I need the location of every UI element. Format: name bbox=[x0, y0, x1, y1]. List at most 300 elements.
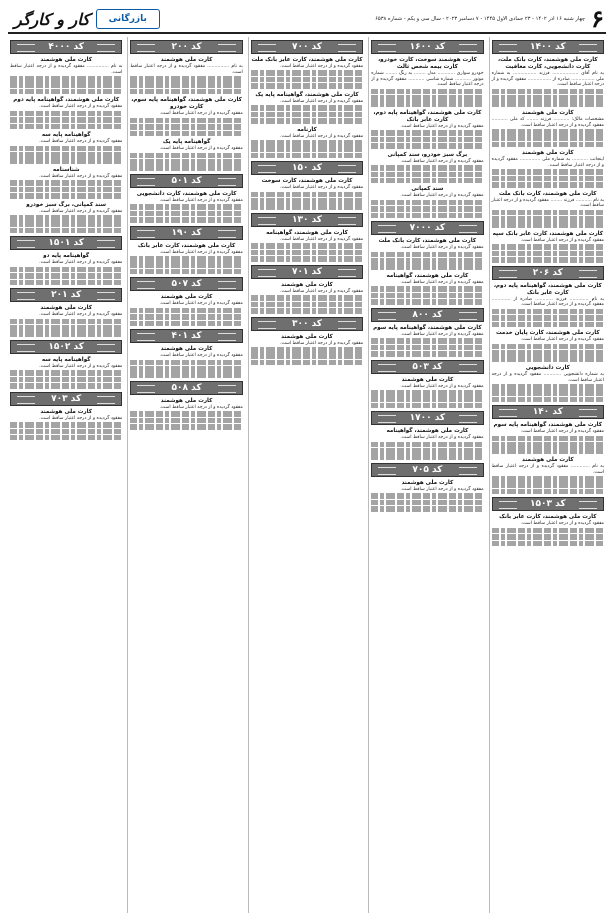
ad-title: سند کمپانی، برگ سبز خودرو bbox=[26, 201, 107, 208]
code-banner bbox=[371, 221, 483, 235]
text-line-filler bbox=[371, 299, 483, 305]
code-banner bbox=[130, 226, 242, 240]
code-label: کد ۲۰۰ bbox=[171, 42, 202, 52]
text-line-filler bbox=[371, 101, 483, 107]
ad-body: مفقود گردیده و از درجه اعتبار ساقط است. bbox=[279, 288, 364, 294]
text-line-filler bbox=[10, 273, 122, 279]
ad-body: مفقود گردیده و از درجه اعتبار ساقط است. bbox=[159, 111, 243, 117]
code-banner bbox=[251, 317, 363, 331]
text-line-filler bbox=[371, 200, 483, 206]
ad-title: کارت ملی هوشمند، کارت عابر بانک ملت bbox=[251, 57, 363, 63]
ad-title: کارت ملی هوشمند، کارت بانک ملت bbox=[378, 238, 477, 245]
ad-body: مفقود گردیده و از درجه اعتبار ساقط است. bbox=[279, 340, 364, 346]
text-line-filler bbox=[492, 142, 604, 148]
ad-body: مفقود گردیده و از درجه اعتبار ساقط است. bbox=[279, 98, 364, 104]
section-title: کار و کارگر bbox=[14, 9, 90, 29]
text-line-filler bbox=[371, 178, 483, 184]
ad-title: کارت ملی هوشمند bbox=[401, 376, 454, 383]
classified-ad bbox=[492, 457, 604, 494]
ad-body: به نام ............. مفقود گردیده و از درجه اعتبار ساقط است. bbox=[491, 464, 604, 475]
code-label: کد ۸۰۰ bbox=[412, 309, 443, 320]
text-line-filler bbox=[10, 325, 122, 331]
ad-body: مفقود گردیده و از درجه اعتبار ساقط است. bbox=[159, 197, 243, 203]
text-line-filler bbox=[130, 418, 242, 424]
code-label: کد ۷۰۰۰ bbox=[409, 223, 446, 234]
ad-body: مفقود گردیده و از درجه اعتبار ساقط است. bbox=[39, 312, 123, 318]
ad-body: مفقود گردیده و از درجه اعتبار ساقط است. bbox=[39, 208, 123, 214]
text-line-filler bbox=[251, 112, 363, 118]
classified-ad bbox=[130, 243, 242, 275]
ad-body: مفقود گردیده و از درجه اعتبار ساقط است. bbox=[400, 383, 484, 389]
page-number: ۶ bbox=[591, 4, 604, 33]
text-line-filler bbox=[130, 204, 242, 210]
ad-title: کارت ملی هوشمند bbox=[160, 346, 213, 353]
text-line-filler bbox=[251, 198, 363, 204]
ad-title: کارت ملی هوشمند bbox=[521, 457, 574, 464]
text-line-filler bbox=[492, 384, 604, 390]
text-line-filler bbox=[492, 95, 604, 101]
classified-ad bbox=[10, 409, 122, 441]
ad-title: کارت ملی هوشمند bbox=[281, 333, 333, 340]
code-banner bbox=[371, 360, 483, 374]
ad-title: کارت ملی هوشمند، گواهینامه bbox=[386, 273, 469, 280]
text-line-filler bbox=[10, 82, 122, 88]
ad-title: کارت ملی هوشمند bbox=[160, 294, 213, 301]
text-line-filler bbox=[10, 89, 122, 95]
text-line-filler bbox=[371, 258, 483, 264]
ad-body: مفقود گردیده و از درجه اعتبار ساقط است. bbox=[159, 249, 243, 255]
code-label: کد ۱۹۰ bbox=[171, 227, 202, 238]
code-banner bbox=[251, 40, 363, 54]
classified-columns bbox=[8, 37, 606, 913]
text-line-filler bbox=[251, 105, 363, 111]
text-line-filler bbox=[10, 221, 122, 227]
ad-body: مفقود گردیده و از درجه اعتبار ساقط است. bbox=[279, 133, 364, 139]
classified-ad bbox=[251, 178, 363, 210]
text-line-filler bbox=[492, 442, 604, 448]
text-line-filler bbox=[371, 390, 483, 396]
text-line-filler bbox=[251, 347, 363, 353]
code-label: کد ۱۷۰۰ bbox=[409, 413, 446, 424]
code-label: کد ۱۵۰۲ bbox=[48, 341, 84, 352]
text-line-filler bbox=[492, 541, 604, 547]
classified-ad bbox=[492, 150, 604, 187]
classified-ad bbox=[130, 294, 242, 326]
text-line-filler bbox=[130, 131, 242, 137]
ad-title: کارت ملی هوشمند، کارت بانک ملت bbox=[499, 190, 597, 197]
text-line-filler bbox=[130, 165, 242, 171]
text-line-filler bbox=[371, 506, 483, 512]
ad-body: مشخصات مالک: ........... فرزند ........ کد ملی ........... مفقود گردیده و از درجه اعتبار ساقط است. bbox=[491, 116, 604, 128]
classified-column bbox=[489, 37, 606, 913]
ad-body: مفقود گردیده و از درجه اعتبار ساقط است. bbox=[400, 487, 484, 493]
ad-body: مفقود گردیده و از درجه اعتبار ساقط است. bbox=[279, 185, 364, 191]
ad-title: کارت ملی هوشمند bbox=[401, 480, 454, 487]
text-line-filler bbox=[10, 377, 122, 383]
text-line-filler bbox=[10, 228, 122, 234]
text-line-filler bbox=[130, 321, 242, 327]
ad-title: کارت ملی هوشمند، گواهینامه پایه دوم bbox=[13, 97, 120, 104]
classified-ad bbox=[10, 253, 122, 285]
text-line-filler bbox=[10, 117, 122, 123]
text-line-filler bbox=[130, 262, 242, 268]
ad-title: کارت دانشجویی bbox=[525, 364, 570, 371]
text-line-filler bbox=[371, 213, 483, 219]
text-line-filler bbox=[10, 180, 122, 186]
classified-ad bbox=[371, 57, 483, 107]
ad-title: کارت ملی هوشمند، کارت سوخت bbox=[261, 178, 353, 185]
ad-body: به نام ........... فرزند ........ مفقود گردیده و از درجه اعتبار ساقط است. bbox=[491, 197, 604, 209]
ad-body: مفقود گردیده و از درجه اعتبار ساقط است. bbox=[400, 123, 484, 129]
classified-ad bbox=[492, 191, 604, 228]
classified-ad bbox=[251, 92, 363, 124]
ad-body: مفقود گردیده و از درجه اعتبار ساقط است. bbox=[520, 521, 604, 527]
ad-body: اینجانب ........... به شماره ملی .............. مفقود گردیده و از درجه اعتبار ساقط است. bbox=[491, 157, 604, 168]
text-line-filler bbox=[10, 267, 122, 273]
code-banner bbox=[492, 405, 604, 419]
ad-body: مفقود گردیده و از درجه اعتبار ساقط است. bbox=[520, 429, 604, 435]
ad-title: کارت ملی هوشمند bbox=[40, 57, 92, 63]
classified-ad bbox=[371, 273, 483, 305]
text-line-filler bbox=[251, 204, 363, 210]
classified-ad bbox=[130, 57, 242, 94]
code-label: کد ۴۰۱ bbox=[171, 331, 202, 342]
classified-ad bbox=[492, 231, 604, 263]
ad-title: کارت ملی هوشمند، گواهینامه bbox=[266, 230, 348, 237]
code-banner bbox=[492, 266, 604, 280]
code-label: کد ۷۰۵ bbox=[412, 465, 443, 476]
code-label: کد ۱۴۰۰ bbox=[530, 42, 566, 52]
text-line-filler bbox=[10, 370, 122, 376]
text-line-filler bbox=[251, 295, 363, 301]
ad-title: کارت ملی هوشمند bbox=[160, 57, 213, 63]
text-line-filler bbox=[251, 256, 363, 262]
classified-ad bbox=[10, 97, 122, 129]
text-line-filler bbox=[492, 344, 604, 350]
classified-ad bbox=[130, 346, 242, 378]
ad-body: مفقود گردیده و از درجه اعتبار ساقط است. bbox=[400, 435, 484, 441]
ad-body: مفقود گردیده و از درجه اعتبار ساقط است. bbox=[159, 353, 243, 359]
code-label: کد ۷۰۰ bbox=[291, 42, 323, 52]
ad-title: کارنامه bbox=[297, 126, 317, 133]
text-line-filler bbox=[130, 269, 242, 275]
code-banner bbox=[10, 392, 122, 406]
ad-title: گواهینامه پایه دو bbox=[43, 253, 90, 260]
text-line-filler bbox=[251, 353, 363, 359]
ad-title: کارت ملی هوشمند bbox=[40, 408, 92, 415]
text-line-filler bbox=[10, 429, 122, 435]
ad-title: کارت ملی هوشمند bbox=[521, 150, 574, 157]
code-banner bbox=[10, 40, 122, 54]
code-label: کد ۵۰۸ bbox=[171, 382, 202, 393]
ad-title: گواهینامه پایه سه bbox=[41, 132, 91, 139]
text-line-filler bbox=[130, 217, 242, 223]
classified-ad bbox=[251, 230, 363, 262]
code-label: کد ۱۶۰۰ bbox=[409, 42, 446, 52]
code-banner bbox=[10, 288, 122, 302]
text-line-filler bbox=[10, 215, 122, 221]
ad-title: کارت ملی هوشمند، کارت عابر بانک bbox=[499, 514, 597, 521]
ad-title: کارت ملی هوشمند، گواهینامه پایه یک bbox=[255, 91, 359, 98]
code-label: کد ۱۵۰۱ bbox=[48, 238, 84, 249]
code-label: کد ۵۰۳ bbox=[412, 361, 443, 372]
classified-ad bbox=[492, 283, 604, 327]
ad-body: مفقود گردیده و از درجه اعتبار ساقط است. bbox=[39, 415, 123, 421]
classified-ad bbox=[130, 139, 242, 171]
code-banner bbox=[371, 308, 483, 322]
ad-title: کارت ملی هوشمند، گواهینامه پایه سوم bbox=[373, 324, 482, 331]
code-label: کد ۵۰۷ bbox=[171, 279, 202, 290]
classified-ad bbox=[492, 422, 604, 454]
text-line-filler bbox=[251, 140, 363, 146]
code-banner bbox=[251, 161, 363, 175]
text-line-filler bbox=[492, 397, 604, 403]
text-line-filler bbox=[10, 319, 122, 325]
text-line-filler bbox=[10, 152, 122, 158]
text-line-filler bbox=[10, 280, 122, 286]
code-label: کد ۴۰۰۰ bbox=[48, 42, 84, 52]
classified-ad bbox=[371, 480, 483, 512]
code-banner bbox=[492, 40, 604, 54]
code-banner bbox=[130, 381, 242, 395]
text-line-filler bbox=[130, 82, 242, 88]
code-label: کد ۷۰۳ bbox=[51, 393, 82, 404]
text-line-filler bbox=[492, 476, 604, 482]
ad-title: کارت ملی هوشمند، گواهینامه پایه دوم، کارت عابر بانک bbox=[493, 282, 602, 296]
text-line-filler bbox=[130, 372, 242, 378]
text-line-filler bbox=[492, 436, 604, 442]
ad-body: مفقود گردیده و از درجه اعتبار ساقط است. bbox=[400, 193, 484, 199]
ad-body: خودرو سواری ............ مدل ........ به رنگ ........ شماره موتور ........... شماره شاسی ........... مفقود گردیده و از درجه اعتبار ساقط است. bbox=[371, 71, 484, 88]
text-line-filler bbox=[492, 356, 604, 362]
text-line-filler bbox=[492, 390, 604, 396]
text-line-filler bbox=[251, 118, 363, 124]
code-banner bbox=[371, 411, 483, 425]
ad-title: برگ سبز خودرو، سند کمپانی bbox=[387, 151, 468, 158]
text-line-filler bbox=[492, 448, 604, 454]
classified-column bbox=[127, 37, 244, 913]
ad-title: کارت ملی هوشمند bbox=[281, 281, 333, 288]
text-line-filler bbox=[130, 424, 242, 430]
text-line-filler bbox=[371, 130, 483, 136]
code-banner bbox=[130, 40, 242, 54]
text-line-filler bbox=[10, 187, 122, 193]
text-line-filler bbox=[371, 264, 483, 270]
text-line-filler bbox=[130, 159, 242, 165]
text-line-filler bbox=[371, 206, 483, 212]
code-banner bbox=[130, 174, 242, 188]
text-line-filler bbox=[371, 143, 483, 149]
ad-body: مفقود گردیده و از درجه اعتبار ساقط است. bbox=[159, 301, 243, 307]
code-label: کد ۱۵۰۳ bbox=[530, 499, 566, 510]
classified-ad bbox=[251, 334, 363, 366]
ad-body: مفقود گردیده و از درجه اعتبار ساقط است. bbox=[159, 146, 243, 152]
text-line-filler bbox=[492, 350, 604, 356]
text-line-filler bbox=[492, 315, 604, 321]
text-line-filler bbox=[130, 124, 242, 130]
text-line-filler bbox=[130, 366, 242, 372]
text-line-filler bbox=[130, 153, 242, 159]
code-banner bbox=[10, 340, 122, 354]
code-banner bbox=[371, 463, 483, 477]
text-line-filler bbox=[10, 146, 122, 152]
classified-ad bbox=[371, 110, 483, 149]
ad-title: کارت ملی هوشمند bbox=[160, 397, 213, 404]
text-line-filler bbox=[130, 76, 242, 82]
text-line-filler bbox=[251, 153, 363, 159]
code-banner bbox=[251, 213, 363, 227]
text-line-filler bbox=[251, 146, 363, 152]
ad-title: سند کمپانی bbox=[411, 186, 444, 193]
text-line-filler bbox=[371, 338, 483, 344]
classified-ad bbox=[251, 282, 363, 314]
ad-body: مفقود گردیده و از درجه اعتبار ساقط است. bbox=[39, 363, 123, 369]
ad-body: مفقود گردیده و از درجه اعتبار ساقط است. bbox=[159, 404, 243, 410]
text-line-filler bbox=[492, 482, 604, 488]
masthead bbox=[8, 6, 606, 34]
text-line-filler bbox=[371, 293, 483, 299]
text-line-filler bbox=[371, 89, 483, 95]
ad-body: مفقود گردیده و از درجه اعتبار ساقط است. bbox=[39, 139, 123, 145]
text-line-filler bbox=[10, 331, 122, 337]
ad-body: به نام آقای .................. فرزند ................ به شماره ملی ................ صادره از ................ مفقود گردیده و از درجه اعتبار ساقط است. bbox=[491, 71, 604, 88]
text-line-filler bbox=[10, 76, 122, 82]
classified-ad bbox=[10, 132, 122, 164]
classified-ad bbox=[371, 325, 483, 357]
code-label: کد ۵۰۱ bbox=[171, 175, 202, 186]
text-line-filler bbox=[371, 403, 483, 409]
ad-body: مفقود گردیده و از درجه اعتبار ساقط است. bbox=[39, 104, 123, 110]
ad-title: کارت ملی هوشمند، گواهینامه پایه دوم، کارت عابر بانک bbox=[373, 109, 482, 123]
text-line-filler bbox=[492, 135, 604, 141]
classified-ad bbox=[10, 57, 122, 94]
classified-ad bbox=[130, 97, 242, 136]
ad-body: به نام ............... مفقود گردیده و از درجه اعتبار ساقط است. bbox=[9, 64, 123, 75]
classified-ad bbox=[371, 238, 483, 270]
text-line-filler bbox=[492, 216, 604, 222]
text-line-filler bbox=[492, 182, 604, 188]
text-line-filler bbox=[251, 77, 363, 83]
ad-body: مفقود گردیده و از درجه اعتبار ساقط است. bbox=[520, 238, 604, 244]
text-line-filler bbox=[251, 302, 363, 308]
text-line-filler bbox=[492, 322, 604, 328]
ad-title: کارت هوشمند سوخت، کارت خودرو، کارت بیمه شخص ثالث bbox=[378, 57, 477, 70]
ad-body: به نام ............... مفقود گردیده و از درجه اعتبار ساقط است. bbox=[130, 64, 243, 75]
ad-body: مفقود گردیده و از درجه اعتبار ساقط است. bbox=[520, 337, 604, 343]
ad-body: مفقود گردیده و از درجه اعتبار ساقط است. bbox=[279, 64, 364, 69]
text-line-filler bbox=[492, 489, 604, 495]
text-line-filler bbox=[371, 165, 483, 171]
text-line-filler bbox=[371, 396, 483, 402]
code-banner bbox=[492, 497, 604, 511]
classified-ad bbox=[492, 330, 604, 362]
classified-ad bbox=[371, 428, 483, 460]
ad-body: مفقود گردیده و از درجه اعتبار ساقط است. bbox=[400, 280, 484, 286]
classified-ad bbox=[492, 365, 604, 402]
classified-ad bbox=[130, 191, 242, 223]
ad-title: کارت ملی هوشمند، کارت پایان خدمت bbox=[495, 330, 600, 337]
text-line-filler bbox=[10, 111, 122, 117]
text-line-filler bbox=[371, 172, 483, 178]
text-line-filler bbox=[492, 169, 604, 175]
text-line-filler bbox=[10, 158, 122, 164]
ad-body: به شماره دانشجویی ............ مفقود گردیده و از درجه اعتبار ساقط است. bbox=[491, 371, 604, 383]
ad-title: کارت ملی هوشمند، گواهینامه پایه سوم bbox=[493, 422, 603, 429]
ad-title: شناسنامه bbox=[52, 166, 80, 173]
ad-body: مفقود گردیده و از درجه اعتبار ساقط است. bbox=[400, 245, 484, 251]
text-line-filler bbox=[492, 309, 604, 315]
ad-title: کارت ملی هوشمند، گواهینامه bbox=[386, 428, 469, 435]
text-line-filler bbox=[492, 101, 604, 107]
text-line-filler bbox=[371, 493, 483, 499]
text-line-filler bbox=[10, 124, 122, 130]
text-line-filler bbox=[371, 252, 483, 258]
classified-ad bbox=[10, 305, 122, 337]
text-line-filler bbox=[130, 308, 242, 314]
ad-body: مفقود گردیده و از درجه اعتبار ساقط است. bbox=[39, 260, 123, 266]
ad-title: کارت ملی هوشمند، کارت بانک ملت، کارت دانشجویی، کارت معافیت bbox=[497, 57, 598, 70]
code-label: کد ۷۰۱ bbox=[291, 266, 323, 277]
text-line-filler bbox=[371, 351, 483, 357]
ad-body: مفقود گردیده و از درجه اعتبار ساقط است. bbox=[39, 173, 123, 179]
text-line-filler bbox=[492, 257, 604, 263]
classified-ad bbox=[371, 152, 483, 184]
ad-title: گواهینامه پایه سه bbox=[41, 356, 91, 363]
classified-ad bbox=[10, 357, 122, 389]
classified-ad bbox=[492, 514, 604, 546]
text-line-filler bbox=[10, 383, 122, 389]
text-line-filler bbox=[251, 83, 363, 89]
text-line-filler bbox=[130, 118, 242, 124]
ad-title: گواهینامه پایه یک bbox=[162, 139, 211, 146]
ad-title: کارت ملی هوشمند، کارت عابر بانک سپه bbox=[492, 231, 604, 238]
text-line-filler bbox=[130, 411, 242, 417]
text-line-filler bbox=[492, 210, 604, 216]
classified-column bbox=[368, 37, 485, 913]
text-line-filler bbox=[130, 89, 242, 95]
text-line-filler bbox=[130, 314, 242, 320]
classified-ad bbox=[371, 377, 483, 409]
code-label: کد ۲۰۱ bbox=[51, 290, 82, 301]
ad-title: کارت ملی هوشمند، کارت عابر بانک bbox=[137, 242, 236, 249]
text-line-filler bbox=[371, 500, 483, 506]
code-banner bbox=[10, 236, 122, 250]
classified-ad bbox=[251, 57, 363, 89]
ad-body: مفقود گردیده و از درجه اعتبار ساقط است. bbox=[400, 158, 484, 164]
code-banner bbox=[251, 265, 363, 279]
text-line-filler bbox=[371, 454, 483, 460]
text-line-filler bbox=[492, 89, 604, 95]
classified-ad bbox=[371, 186, 483, 218]
text-line-filler bbox=[130, 360, 242, 366]
text-line-filler bbox=[371, 137, 483, 143]
text-line-filler bbox=[251, 250, 363, 256]
text-line-filler bbox=[251, 308, 363, 314]
text-line-filler bbox=[251, 243, 363, 249]
text-line-filler bbox=[251, 70, 363, 76]
text-line-filler bbox=[492, 534, 604, 540]
text-line-filler bbox=[492, 244, 604, 250]
text-line-filler bbox=[10, 422, 122, 428]
classified-ad bbox=[130, 398, 242, 430]
text-line-filler bbox=[130, 211, 242, 217]
text-line-filler bbox=[130, 256, 242, 262]
text-line-filler bbox=[492, 176, 604, 182]
classified-ad bbox=[492, 57, 604, 107]
text-line-filler bbox=[492, 528, 604, 534]
text-line-filler bbox=[371, 448, 483, 454]
code-label: کد ۲۰۶ bbox=[532, 267, 563, 278]
